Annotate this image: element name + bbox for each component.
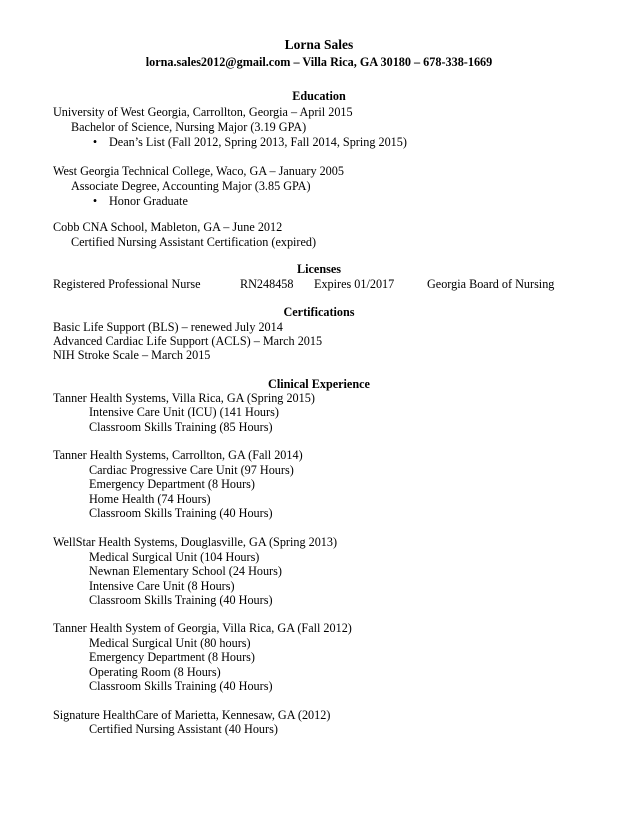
clinical-item: Classroom Skills Training (40 Hours)	[89, 593, 273, 607]
clinical-item: Classroom Skills Training (85 Hours)	[89, 420, 273, 434]
clinical-item: Cardiac Progressive Care Unit (97 Hours)	[89, 463, 294, 477]
certification-item: Advanced Cardiac Life Support (ACLS) – March 2015	[53, 334, 323, 348]
clinical-item: Certified Nursing Assistant (40 Hours)	[89, 722, 278, 736]
license-title: Registered Professional Nurse	[53, 277, 201, 291]
license-board: Georgia Board of Nursing	[427, 277, 555, 291]
education-honor: Honor Graduate	[109, 194, 188, 208]
clinical-item: Operating Room (8 Hours)	[89, 665, 221, 679]
education-honor: Dean’s List (Fall 2012, Spring 2013, Fall 2014, Spring 2015)	[109, 135, 407, 149]
education-school: University of West Georgia, Carrollton, Georgia – April 2015	[53, 105, 353, 119]
clinical-item: Medical Surgical Unit (104 Hours)	[89, 550, 260, 564]
education-degree: Associate Degree, Accounting Major (3.85 GPA)	[71, 179, 311, 193]
clinical-site-title: Signature HealthCare of Marietta, Kennesaw, GA (2012)	[53, 708, 331, 722]
clinical-item: Intensive Care Unit (8 Hours)	[89, 579, 235, 593]
clinical-item: Home Health (74 Hours)	[89, 492, 211, 506]
education-degree: Bachelor of Science, Nursing Major (3.19 GPA)	[71, 120, 307, 134]
clinical-item: Classroom Skills Training (40 Hours)	[89, 506, 273, 520]
clinical-item: Intensive Care Unit (ICU) (141 Hours)	[89, 405, 279, 419]
clinical-item: Classroom Skills Training (40 Hours)	[89, 679, 273, 693]
certification-item: NIH Stroke Scale – March 2015	[53, 348, 211, 362]
clinical-heading: Clinical Experience	[268, 377, 370, 391]
clinical-site-title: WellStar Health Systems, Douglasville, GA (Spring 2013)	[53, 535, 338, 549]
clinical-item: Emergency Department (8 Hours)	[89, 650, 255, 664]
education-heading: Education	[292, 89, 346, 103]
education-school: West Georgia Technical College, Waco, GA – January 2005	[53, 164, 344, 178]
license-number: RN248458	[240, 277, 294, 291]
license-expires: Expires 01/2017	[314, 277, 395, 291]
clinical-item: Emergency Department (8 Hours)	[89, 477, 255, 491]
candidate-name: Lorna Sales	[284, 37, 354, 52]
clinical-site-title: Tanner Health Systems, Villa Rica, GA (Spring 2015)	[53, 391, 315, 405]
education-degree: Certified Nursing Assistant Certification (expired)	[71, 235, 317, 249]
bullet-icon: •	[92, 194, 98, 208]
licenses-heading: Licenses	[296, 262, 341, 276]
certification-item: Basic Life Support (BLS) – renewed July 2014	[53, 320, 283, 334]
clinical-site-title: Tanner Health System of Georgia, Villa Rica, GA (Fall 2012)	[53, 621, 352, 635]
contact-line: lorna.sales2012@gmail.com – Villa Rica, GA 30180 – 678-338-1669	[145, 55, 493, 69]
education-school: Cobb CNA School, Mableton, GA – June 2012	[53, 220, 283, 234]
clinical-item: Medical Surgical Unit (80 hours)	[89, 636, 251, 650]
bullet-icon: •	[92, 135, 98, 149]
certifications-heading: Certifications	[283, 305, 355, 319]
clinical-site-title: Tanner Health Systems, Carrollton, GA (Fall 2014)	[53, 448, 303, 462]
clinical-item: Newnan Elementary School (24 Hours)	[89, 564, 282, 578]
